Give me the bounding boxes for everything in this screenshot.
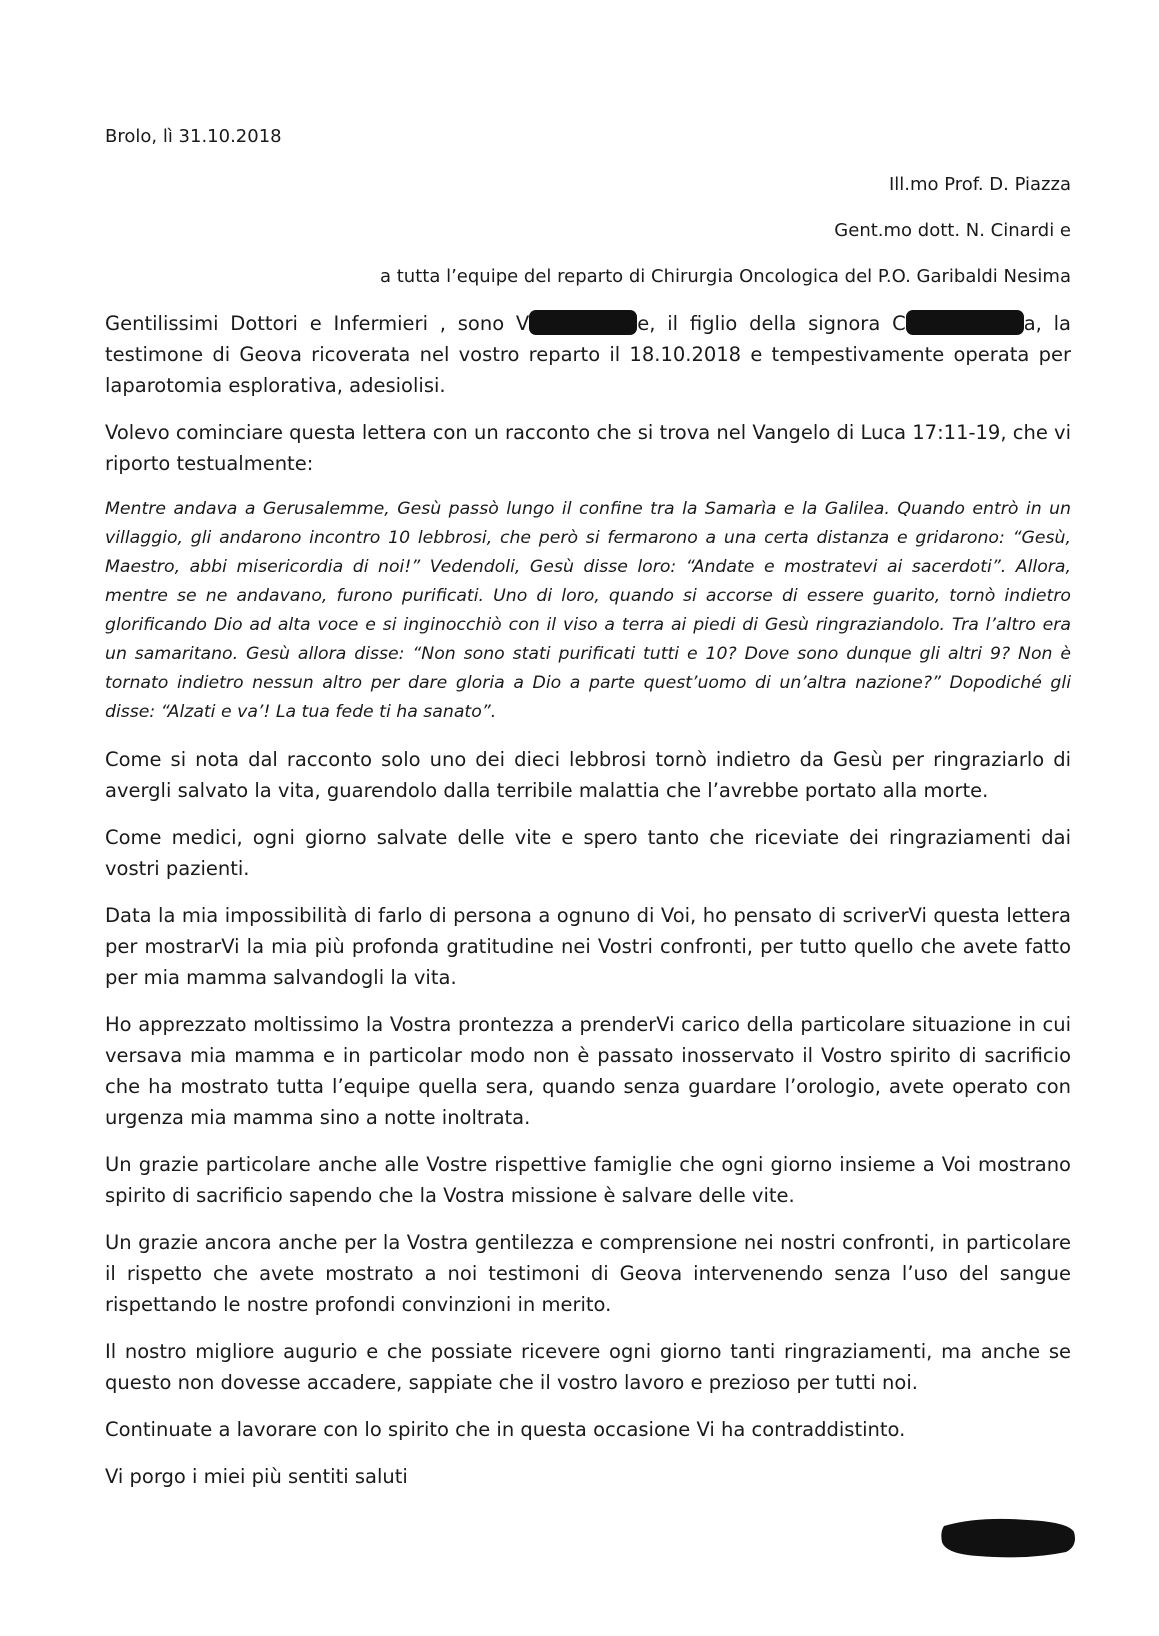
- redaction-mark: [906, 310, 1024, 335]
- paragraph-kindness: Un grazie ancora anche per la Vostra gentilezza e comprensione nei nostri confronti, in particolare il rispetto che avete mostrato a noi testimoni di Geova intervenendo senza l’uso del sangue rispettando le nostre profondi convinzioni in merito.: [105, 1231, 1071, 1316]
- paragraph-appreciation: Ho apprezzato moltissimo la Vostra prontezza a prenderVi carico della particolare situazione in cui versava mia mamma e in particolar modo non è passato inosservato il Vostro spirito di sacrificio che ha mostrato tutta l’equipe quella sera, quando senza guardare l’orologio, avete operato con urgenza mia mamma sino a notte inoltrata.: [105, 1013, 1071, 1129]
- paragraph-gospel-intro: Volevo cominciare questa lettera con un racconto che si trova nel Vangelo di Luca 17:11-19, che vi riporto testualmente:: [105, 421, 1071, 475]
- intro-text-2: e, il figlio della signora C: [637, 312, 906, 335]
- paragraph-gratitude: Data la mia impossibilità di farlo di persona a ognuno di Voi, ho pensato di scriverVi questa lettera per mostrarVi la mia più profonda gratitudine nei Vostri confronti, per tutto quello che avete fatto per mia mamma salvandogli la vita.: [105, 904, 1071, 989]
- paragraph-doctors: Come medici, ogni giorno salvate delle vite e spero tanto che riceviate dei ringraziamenti dai vostri pazienti.: [105, 826, 1071, 880]
- paragraph-leper: Come si nota dal racconto solo uno dei dieci lebbrosi tornò indietro da Gesù per ringraziarlo di avergli salvato la vita, guarendolo dalla terribile malattia che l’avrebbe portato alla morte.: [105, 748, 1071, 802]
- paragraph-families: Un grazie particolare anche alle Vostre rispettive famiglie che ogni giorno insieme a Voi mostrano spirito di sacrificio sapendo che la Vostra missione è salvare delle vite.: [105, 1153, 1071, 1207]
- recipient-2: Gent.mo dott. N. Cinardi e: [834, 220, 1071, 241]
- recipient-1: Ill.mo Prof. D. Piazza: [888, 174, 1071, 195]
- intro-text-1: Gentilissimi Dottori e Infermieri , sono V: [105, 312, 530, 335]
- redaction-mark: [529, 310, 637, 335]
- redacted-signature: [938, 1512, 1078, 1560]
- paragraph-continue: Continuate a lavorare con lo spirito che in questa occasione Vi ha contraddistinto.: [105, 1418, 906, 1441]
- place-date: Brolo, lì 31.10.2018: [105, 126, 282, 147]
- paragraph-wishes: Il nostro migliore augurio e che possiate ricevere ogni giorno tanti ringraziamenti, ma anche se questo non dovesse accadere, sappiate che il vostro lavoro e prezioso per tutti noi.: [105, 1340, 1071, 1394]
- intro-text-3: a, la testimone di Geova ricoverata nel vostro reparto il 18.10.2018 e tempestivamente operata per laparotomia esplorativa, adesiolisi.: [105, 312, 1071, 397]
- letter-body: [105, 308, 1071, 1508]
- closing-greeting: Vi porgo i miei più sentiti saluti: [105, 1465, 408, 1488]
- gospel-quote: Mentre andava a Gerusalemme, Gesù passò lungo il confine tra la Samarìa e la Galilea. Quando entrò in un villaggio, gli andarono incontro 10 lebbrosi, che però si fermarono a una certa distanza e gridarono: “Gesù, Maestro, abbi misericordia di noi!” Vedendoli, Gesù disse loro: “Andate e mostratevi ai sacerdoti”. Allora, mentre se ne andavano, furono purificati. Uno di loro, quando si accorse di essere guarito, tornò indietro glorificando Dio ad alta voce e si inginocchiò con il viso a terra ai piedi di Gesù ringraziandolo. Tra l’altro era un samaritano. Gesù allora disse: “Non sono stati purificati tutti e 10? Dove sono dunque gli altri 9? Non è tornato indietro nessun altro per dare gloria a Dio a parte quest’uomo di un’altra nazione?” Dopodiché gli disse: “Alzati e va’! La tua fede ti ha sanato”.: [105, 499, 1071, 722]
- recipient-3: a tutta l’equipe del reparto di Chirurgia Oncologica del P.O. Garibaldi Nesima: [379, 266, 1071, 287]
- intro-paragraph: [105, 308, 1071, 401]
